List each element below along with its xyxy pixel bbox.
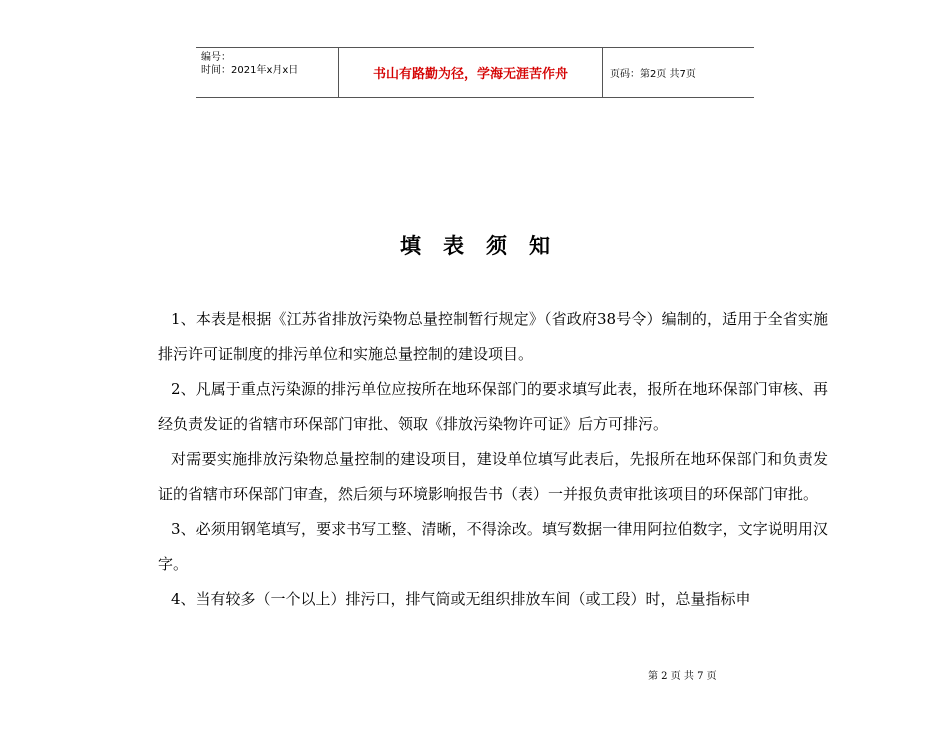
document-body bbox=[158, 302, 828, 617]
header-meta bbox=[196, 48, 339, 97]
header-motto: 书山有路勤为径，学海无涯苦作舟 bbox=[339, 48, 603, 97]
paragraph: 3、必须用钢笔填写，要求书写工整、清晰，不得涂改。填写数据一律用阿拉伯数字，文字说明用汉字。 bbox=[158, 520, 828, 573]
document-time-label: 时间：2021年x月x日 bbox=[201, 65, 299, 76]
header-page-code: 页码：第2页 共7页 bbox=[610, 69, 696, 80]
document-title: 填表须知 bbox=[400, 233, 572, 258]
paragraph: 4、当有较多（一个以上）排污口，排气筒或无组织排放车间（或工段）时，总量指标申 bbox=[171, 590, 751, 608]
paragraph: 1、本表是根据《江苏省排放污染物总量控制暂行规定》（省政府38号令）编制的，适用于全省实施排污许可证制度的排污单位和实施总量控制的建设项目。 bbox=[158, 310, 828, 363]
footer-page-indicator: 第 2 页 共 7 页 bbox=[648, 671, 717, 682]
document-number-label: 编号： bbox=[201, 52, 231, 63]
page-header bbox=[196, 47, 754, 98]
paragraph: 2、凡属于重点污染源的排污单位应按所在地环保部门的要求填写此表，报所在地环保部门审核、再经负责发证的省辖市环保部门审批、领取《排放污染物许可证》后方可排污。 bbox=[158, 380, 828, 433]
paragraph: 对需要实施排放污染物总量控制的建设项目，建设单位填写此表后，先报所在地环保部门和负责发证的省辖市环保部门审查，然后须与环境影响报告书（表）一并报负责审批该项目的环保部门审批。 bbox=[158, 450, 828, 503]
